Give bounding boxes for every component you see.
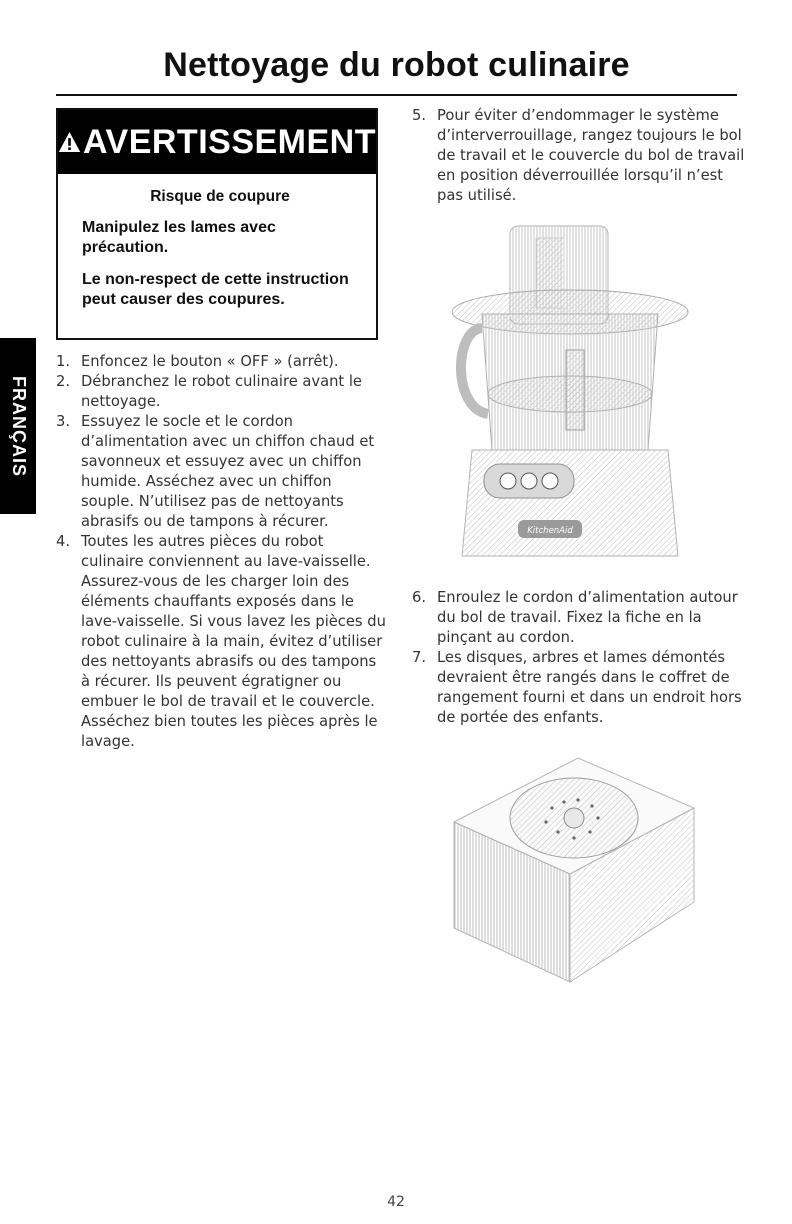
warning-heading: AVERTISSEMENT — [82, 122, 376, 161]
step-number: 6. — [412, 589, 427, 606]
step-number: 7. — [412, 649, 427, 666]
step-number: 1. — [56, 353, 71, 370]
disc-hub — [564, 808, 584, 828]
list-item — [412, 648, 752, 728]
warning-line-2: Le non-respect de cette instruction peut causer des coupures. — [82, 271, 349, 308]
step-text: Les disques, arbres et lames démontés devraient être rangés dans le coffret de rangement fourni et dans un endroit hors de portée des enfants. — [437, 649, 742, 726]
warning-triangle-icon — [58, 128, 81, 156]
slicing-disc — [488, 376, 652, 412]
storage-case-illustration — [448, 752, 700, 988]
cleaning-step-5 — [412, 106, 752, 206]
on-button-icon — [521, 473, 537, 489]
step-text: Toutes les autres pièces du robot culinaire conviennent au lave-vaisselle. Assurez-vous de les charger loin des éléments chauffants exposés dans le lave-vaisselle. Si vous lavez les pièces du robot culinaire à la main, évitez d’utiliser des nettoyants abrasifs ou des tampons à récurer. Ils peuvent égratigner ou embuer le bol de travail et le couvercle. Asséchez bien toutes les pièces après le lavage. — [81, 533, 386, 750]
language-tab-label: FRANÇAIS — [8, 375, 29, 477]
off-button-icon — [500, 473, 516, 489]
warning-line-1: Manipulez les lames avec précaution. — [82, 219, 276, 256]
language-tab — [0, 338, 36, 514]
list-item — [56, 372, 386, 412]
step-text: Enroulez le cordon d’alimentation autour du bol de travail. Fixez la fiche en la pinçant au cordon. — [437, 589, 738, 646]
step-text: Pour éviter d’endommager le système d’interverrouillage, rangez toujours le bol de travail et le couvercle du bol de travail en position déverrouillée lorsqu’il n’est pas utilisé. — [437, 107, 745, 204]
cleaning-steps-right — [412, 588, 752, 728]
list-item — [412, 106, 752, 206]
step-number: 3. — [56, 413, 71, 430]
list-item — [56, 352, 386, 372]
step-number: 2. — [56, 373, 71, 390]
pulse-button-icon — [542, 473, 558, 489]
step-number: 5. — [412, 107, 427, 124]
list-item — [56, 412, 386, 532]
step-text: Essuyez le socle et le cordon d’alimentation avec un chiffon chaud et savonneux et essuyez avec un chiffon humide. Asséchez avec un chiffon souple. N’utilisez pas de nettoyants abrasifs ou de tampons à récurer. — [81, 413, 375, 530]
step-number: 4. — [56, 533, 71, 550]
brand-logo: KitchenAid — [527, 526, 573, 536]
warning-box — [56, 108, 378, 340]
step-text: Débranchez le robot culinaire avant le nettoyage. — [81, 373, 362, 410]
list-item — [56, 532, 386, 752]
page-title: Nettoyage du robot culinaire — [163, 46, 630, 84]
food-processor-illustration — [452, 218, 714, 574]
page-number: 42 — [387, 1194, 405, 1210]
list-item — [412, 588, 752, 648]
warning-body — [58, 174, 376, 310]
warning-risk: Risque de coupure — [150, 188, 290, 205]
title-divider — [56, 94, 737, 96]
step-text: Enfoncez le bouton « OFF » (arrêt). — [81, 353, 339, 370]
warning-header — [58, 110, 376, 174]
cleaning-steps-left — [56, 352, 386, 752]
